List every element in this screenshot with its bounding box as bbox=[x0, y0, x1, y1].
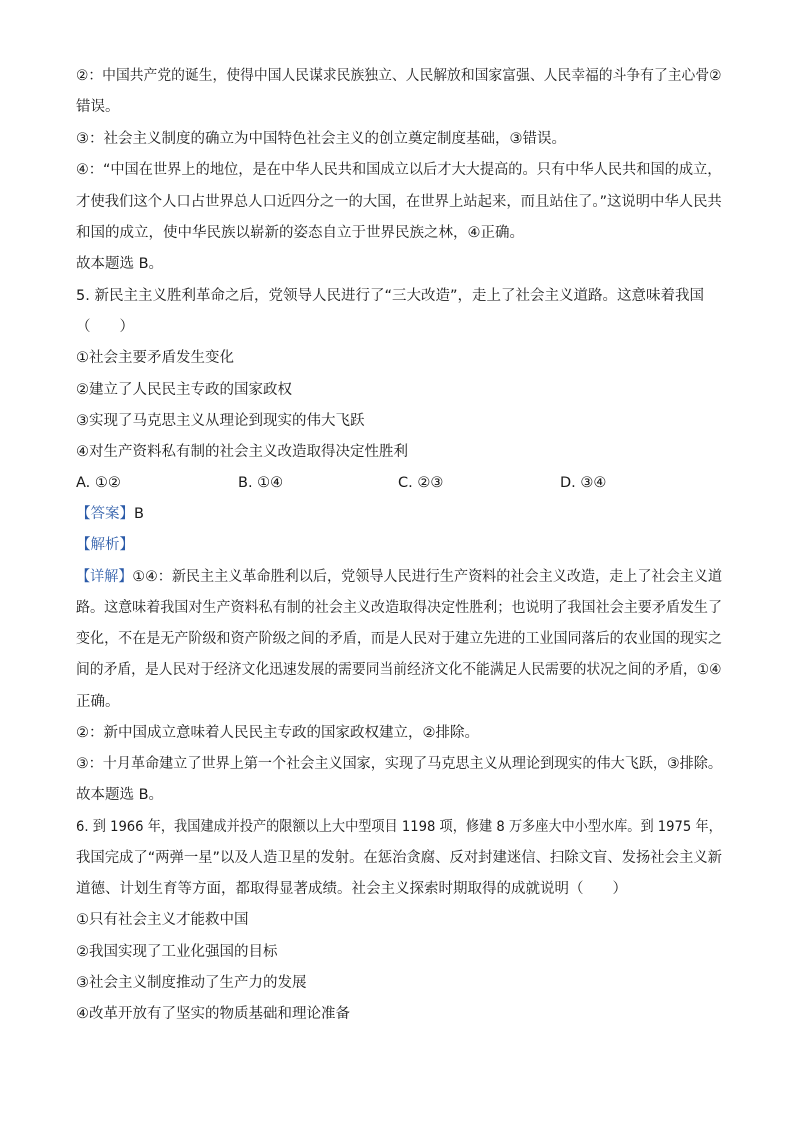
q6-statement-1: ①只有社会主义才能救中国 bbox=[76, 912, 249, 928]
q4-conclusion: 故本题选 B。 bbox=[76, 256, 164, 272]
q4-analysis-line: ②：中国共产党的诞生，使得中国人民谋求民族独立、人民解放和国家富强、人民幸福的斗争有了主心骨② bbox=[76, 68, 722, 84]
q5-conclusion: 故本题选 B。 bbox=[76, 787, 164, 803]
q5-option-a: A. ①② bbox=[76, 475, 121, 491]
q5-detail-line: 路。这意味着我国对生产资料私有制的社会主义改造取得决定性胜利；也说明了我国社会主要矛盾发生了 bbox=[76, 600, 722, 616]
q5-option-b: B. ①④ bbox=[238, 475, 284, 491]
q5-detail-line: 变化，不在是无产阶级和资产阶级之间的矛盾，而是人民对于建立先进的工业国同落后的农业国的现实之 bbox=[76, 631, 722, 647]
q4-analysis-line: ③：社会主义制度的确立为中国特色社会主义的创立奠定制度基础，③错误。 bbox=[76, 131, 566, 147]
q6-stem: 我国完成了“两弹一星”以及人造卫星的发射。在惩治贪腐、反对封建迷信、扫除文盲、发扬社会主义新 bbox=[76, 850, 723, 866]
q5-option-c: C. ②③ bbox=[398, 475, 444, 491]
q5-stem-bracket: （ ） bbox=[76, 319, 134, 335]
q4-analysis-line: 错误。 bbox=[76, 99, 120, 115]
answer-tag: 【答案】 bbox=[76, 506, 134, 522]
q5-statement-4: ④对生产资料私有制的社会主义改造取得决定性胜利 bbox=[76, 444, 408, 460]
q5-detail-line: 正确。 bbox=[76, 694, 120, 710]
detail-tag: 【详解】 bbox=[76, 569, 133, 585]
q5-detail-line: ②：新中国成立意味着人民民主专政的国家政权建立，②排除。 bbox=[76, 725, 479, 741]
q5-answer bbox=[76, 504, 144, 524]
q4-analysis-line: ④：“中国在世界上的地位，是在中华人民共和国成立以后才大大提高的。只有中华人民共和国的成立， bbox=[76, 162, 722, 178]
q5-statement-3: ③实现了马克思主义从理论到现实的伟大飞跃 bbox=[76, 413, 365, 429]
q6-stem: 6. 到 1966 年，我国建成并投产的限额以上大中型项目 1198 项，修建 8 万多座大中小型水库。到 1975 年， bbox=[76, 819, 722, 835]
q5-detail-line: ③：十月革命建立了世界上第一个社会主义国家，实现了马克思主义从理论到现实的伟大飞跃，③排除。 bbox=[76, 756, 722, 772]
q5-statement-2: ②建立了人民民主专政的国家政权 bbox=[76, 382, 292, 398]
q5-analysis-heading bbox=[76, 535, 134, 555]
q6-statement-3: ③社会主义制度推动了生产力的发展 bbox=[76, 975, 307, 991]
q4-analysis-line: 才使我们这个人口占世界总人口近四分之一的大国，在世界上站起来，而且站住了。”这说明中华人民共 bbox=[76, 194, 722, 210]
q4-analysis-line: 和国的成立，使中华民族以崭新的姿态自立于世界民族之林，④正确。 bbox=[76, 225, 524, 241]
q6-statement-2: ②我国实现了工业化强国的目标 bbox=[76, 944, 278, 960]
q5-detail-line bbox=[76, 567, 722, 587]
q5-options bbox=[76, 473, 722, 493]
q5-option-d: D. ③④ bbox=[560, 475, 607, 491]
q5-detail-line: 间的矛盾，是人民对于经济文化迅速发展的需要同当前经济文化不能满足人民需要的状况之间的矛盾，①④ bbox=[76, 662, 722, 678]
q6-stem: 道德、计划生育等方面，都取得显著成绩。社会主义探索时期取得的成就说明（ ） bbox=[76, 881, 627, 897]
answer-value: B bbox=[134, 506, 144, 522]
q5-stem: 5. 新民主主义胜利革命之后，党领导人民进行了“三大改造”，走上了社会主义道路。这意味着我国 bbox=[76, 288, 704, 304]
detail-text: ①④：新民主主义革命胜利以后，党领导人民进行生产资料的社会主义改造，走上了社会主义道 bbox=[132, 569, 722, 585]
analysis-tag: 【解析】 bbox=[76, 537, 134, 553]
q5-statement-1: ①社会主要矛盾发生变化 bbox=[76, 350, 234, 366]
q6-statement-4: ④改革开放有了坚实的物质基础和理论准备 bbox=[76, 1006, 350, 1022]
